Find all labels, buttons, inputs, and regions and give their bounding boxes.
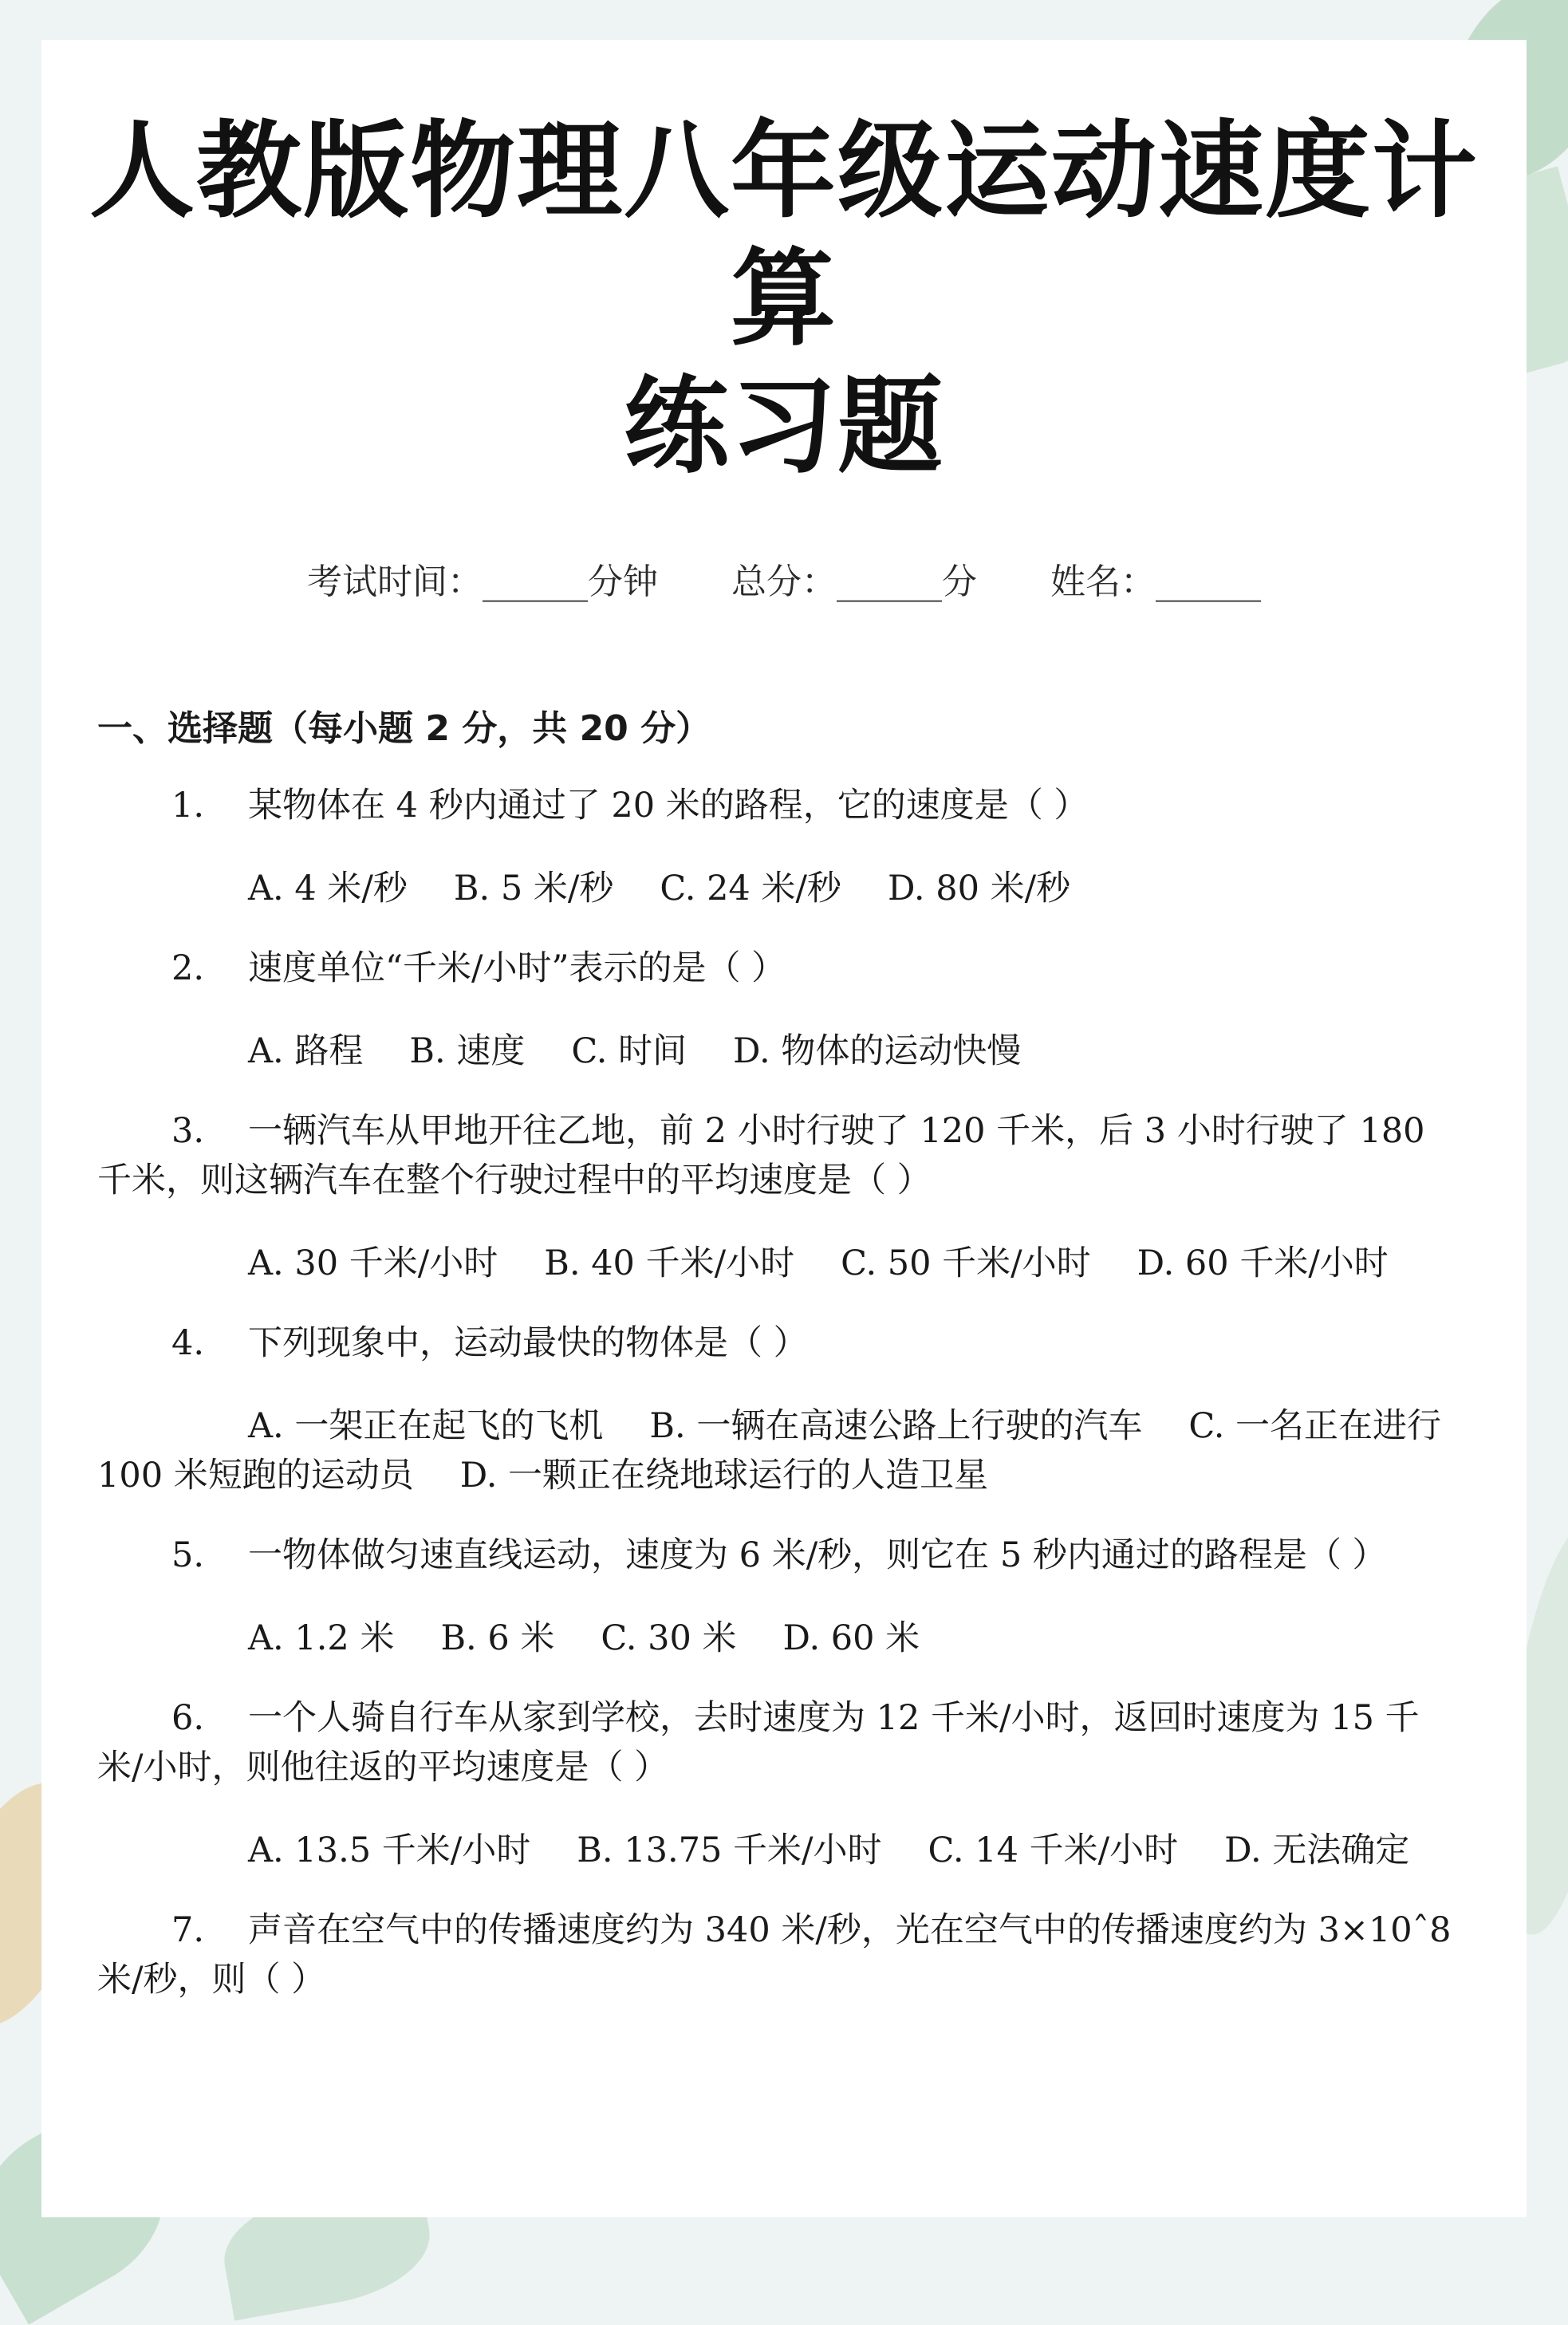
question-2 <box>97 944 1456 993</box>
question-text: 下列现象中，运动最快的物体是（ ） <box>248 1323 808 1363</box>
question-3 <box>97 1106 1456 1205</box>
answer-options <box>97 1826 1456 1875</box>
answer-options <box>97 1614 1456 1663</box>
question-number: 4. <box>171 1323 205 1363</box>
option-b: B. 13.75 千米/小时 <box>577 1830 882 1870</box>
option-d: D. 60 米 <box>782 1618 920 1658</box>
question-text: 某物体在 4 秒内通过了 20 米的路程，它的速度是（ ） <box>248 786 1089 826</box>
question-number: 7. <box>171 1910 205 1950</box>
worksheet-page <box>41 40 1527 2217</box>
question-text: 一物体做匀速直线运动，速度为 6 米/秒，则它在 5 秒内通过的路程是（ ） <box>248 1535 1387 1575</box>
option-b: B. 40 千米/小时 <box>544 1243 795 1283</box>
question-number: 2. <box>171 948 205 988</box>
option-d: D. 60 千米/小时 <box>1137 1243 1389 1283</box>
option-d: D. 物体的运动快慢 <box>733 1031 1022 1071</box>
option-c: C. 时间 <box>571 1031 687 1071</box>
section-heading: 一、选择题（每小题 2 分，共 20 分） <box>97 708 711 749</box>
question-text: 声音在空气中的传播速度约为 340 米/秒，光在空气中的传播速度约为 3×10ˆ8 米/秒，则（ ） <box>97 1910 1452 2000</box>
question-number: 1. <box>171 786 205 826</box>
exam-time: 考试时间：______分钟 <box>307 562 658 602</box>
option-c: C. 50 千米/小时 <box>841 1243 1091 1283</box>
option-c: C. 24 米/秒 <box>660 869 841 908</box>
option-b: B. 一辆在高速公路上行驶的汽车 <box>649 1406 1143 1446</box>
option-a: A. 一架正在起飞的飞机 <box>248 1406 604 1446</box>
title-line-1: 人教版物理八年级运动速度计算 <box>89 110 1479 361</box>
option-a: A. 路程 <box>248 1031 364 1071</box>
option-d: D. 无法确定 <box>1224 1830 1410 1870</box>
option-b: B. 6 米 <box>440 1618 555 1658</box>
option-a: A. 1.2 米 <box>248 1618 395 1658</box>
question-number: 3. <box>171 1111 205 1151</box>
page-title <box>41 40 1527 491</box>
exam-info <box>41 553 1527 604</box>
option-d: D. 80 米/秒 <box>887 869 1071 908</box>
question-7 <box>97 1905 1456 2004</box>
option-c: C. 30 米 <box>601 1618 737 1658</box>
answer-options <box>97 1239 1456 1288</box>
total-score: 总分：______分 <box>731 562 977 602</box>
student-name: 姓名：______ <box>1050 562 1261 602</box>
title-line-2: 练习题 <box>624 365 944 488</box>
question-text: 速度单位“千米/小时”表示的是（ ） <box>248 948 786 988</box>
question-5 <box>97 1531 1456 1580</box>
question-4 <box>97 1318 1456 1368</box>
question-number: 6. <box>171 1698 205 1738</box>
option-b: B. 5 米/秒 <box>453 869 614 908</box>
option-a: A. 4 米/秒 <box>248 869 408 908</box>
answer-options <box>97 1401 1456 1500</box>
option-c: C. 14 千米/小时 <box>928 1830 1179 1870</box>
question-1 <box>97 781 1456 830</box>
option-a: A. 30 千米/小时 <box>248 1243 498 1283</box>
answer-options <box>97 864 1456 913</box>
option-a: A. 13.5 千米/小时 <box>248 1830 531 1870</box>
option-c: C. 一名正在进行 100 米短跑的运动员 <box>97 1406 1442 1495</box>
question-list <box>41 781 1527 2004</box>
option-d: D. 一颗正在绕地球运行的人造卫星 <box>459 1456 989 1495</box>
question-number: 5. <box>171 1535 205 1575</box>
option-b: B. 速度 <box>409 1031 526 1071</box>
answer-options <box>97 1027 1456 1076</box>
question-6 <box>97 1693 1456 1792</box>
question-text: 一辆汽车从甲地开往乙地，前 2 小时行驶了 120 千米，后 3 小时行驶了 180 千米，则这辆汽车在整个行驶过程中的平均速度是（ ） <box>97 1111 1425 1200</box>
question-text: 一个人骑自行车从家到学校，去时速度为 12 千米/小时，返回时速度为 15 千米/小时，则他往返的平均速度是（ ） <box>97 1698 1420 1787</box>
